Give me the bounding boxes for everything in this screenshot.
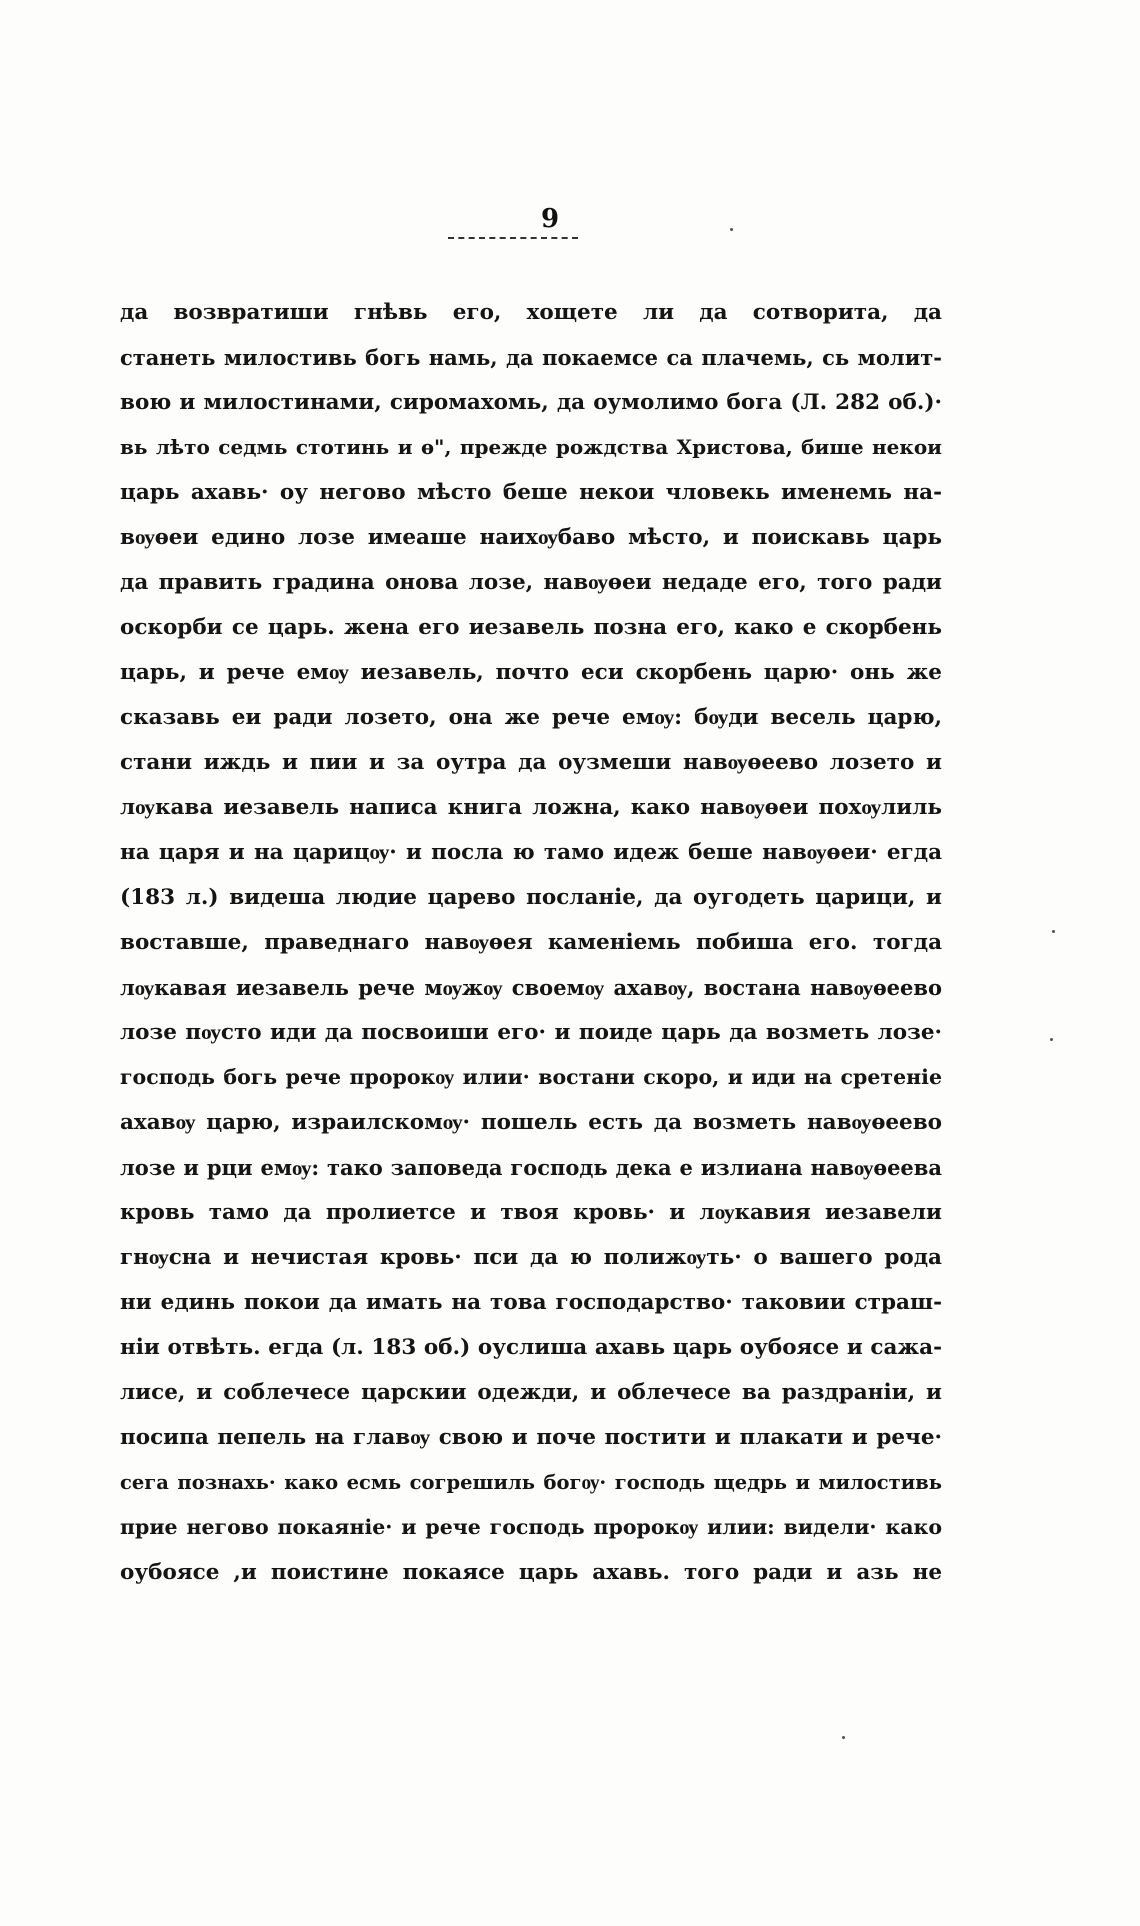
text-line: на царя и на царицѹ· и посла ю тамо идеж беше навѹѳеи· егда [120, 840, 942, 865]
text-line: царь ахавь· оу негово мѣсто беше некои чловекь именемь на- [120, 480, 942, 505]
text-line: да возвратиши гнѣвь его, хощете ли да сотворита, да [120, 300, 942, 325]
text-line: лисе, и соблечесе царскии одежди, и облечесе ва раздраніи, и [120, 1380, 942, 1405]
text-line: ахавѹ царю, израилскомѹ· пошель есть да возметь навѹѳеево [120, 1110, 942, 1135]
text-line: лѹкавая иезавель рече мѹжѹ своемѹ ахавѹ, востана навѹѳеево [120, 975, 942, 1000]
text-line: ни единь покои да имать на това господарство· таковии страш- [120, 1290, 942, 1315]
text-line: царь, и рече емѹ иезавель, почто еси скорбень царю· онь же [120, 660, 942, 685]
text-line: кровь тамо да пролиетсе и твоя кровь· и лѹкавия иезавели [120, 1200, 942, 1225]
body-text [120, 290, 942, 1595]
text-line: станеть милостивь богь намь, да покаемсе са плачемь, сь молит- [120, 345, 942, 370]
text-line: оубоясе ,и поистине покаясе царь ахавь. того ради и азь не [120, 1560, 942, 1585]
text-line: сега познахь· како есмь согрешиль богѹ· господь щедрь и милостивь [120, 1471, 942, 1494]
text-line: гнѹсна и нечистая кровь· пси да ю полижѹть· о вашего рода [120, 1245, 942, 1270]
page-number-rule [448, 237, 578, 239]
text-line: прие негово покаяніе· и рече господь пророкѹ илии: видели· како [120, 1515, 942, 1539]
text-line: посипа пепель на главѹ свою и поче постити и плакати и рече· [120, 1425, 942, 1450]
text-line: лѹкава иезавель написа книга ложна, како навѹѳеи похѹлиль [120, 795, 942, 820]
text-line: вою и милостинами, сиромахомь, да оумолимо бога (Л. 282 об.)· [120, 390, 942, 415]
paper-speck [1052, 930, 1055, 933]
text-line: лозе и рци емѹ: тако заповеда господь дека е излиана навѹѳеева [120, 1155, 942, 1180]
text-line: ніи отвѣть. егда (л. 183 об.) оуслиша ахавь царь оубоясе и сажа- [120, 1335, 942, 1360]
text-line: да править градина онова лозе, навѹѳеи недаде его, того ради [120, 570, 942, 595]
text-line: господь богь рече пророкѹ илии· востани скоро, и иди на сретеніе [120, 1065, 942, 1089]
text-line: стани иждь и пии и за оутра да оузмеши навѹѳеево лозето и [120, 750, 942, 775]
text-line: вь лѣто седмь стотинь и ѳ", прежде рождства Христова, бише некои [120, 435, 942, 459]
paper-speck [842, 1736, 845, 1739]
text-line: вѹѳеи едино лозе имеаше наихѹбаво мѣсто, и поискавь царь [120, 525, 942, 550]
page-number: 9 [540, 204, 560, 234]
paper-speck [730, 228, 733, 231]
text-line: оскорби се царь. жена его иезавель позна его, како е скорбень [120, 615, 942, 640]
paper-speck [1050, 1038, 1053, 1041]
text-line: воставше, праведнаго навѹѳея каменіемь побиша его. тогда [120, 930, 942, 955]
text-line: лозе пѹсто иди да посвоиши его· и поиде царь да возметь лозе· [120, 1020, 942, 1045]
text-line: (183 л.) видеша людие царево посланіе, да оугодеть царици, и [120, 885, 942, 910]
text-line: сказавь еи ради лозето, она же рече емѹ: бѹди весель царю, [120, 705, 942, 730]
